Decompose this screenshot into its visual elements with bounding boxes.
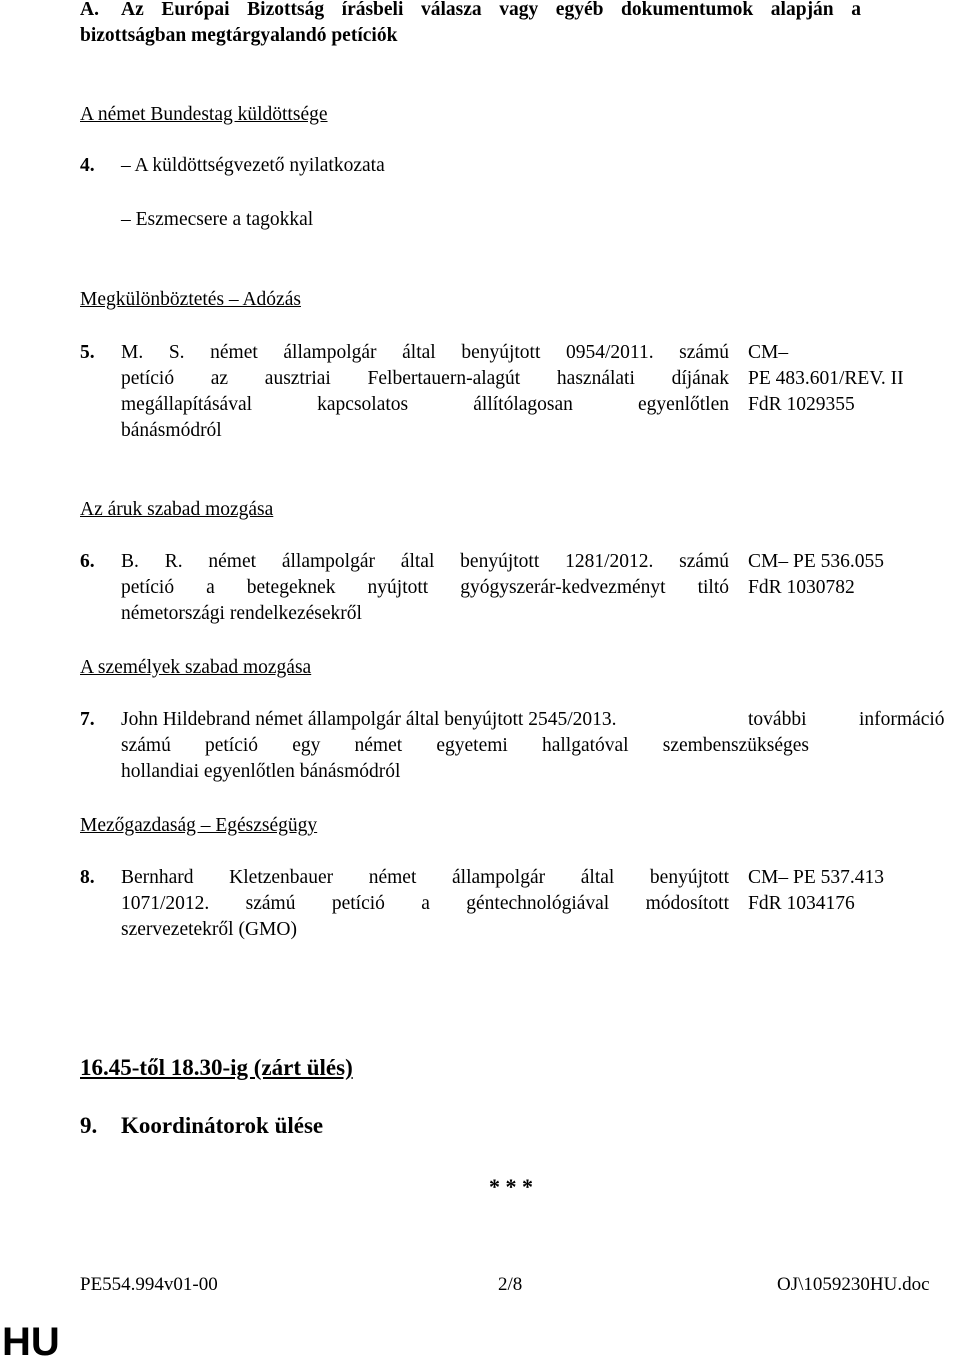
petition-line: szervezetekről (GMO) xyxy=(121,919,297,940)
petition-line: Bernhard Kletzenbauer német állampolgár által benyújtott xyxy=(121,867,729,888)
item-number: 8. xyxy=(80,867,95,888)
topic-heading: Az áruk szabad mozgása xyxy=(80,499,274,520)
petition-line: hollandiai egyenlőtlen bánásmódról xyxy=(121,761,401,782)
section-number: A. xyxy=(80,0,99,20)
petition-description xyxy=(121,707,731,785)
petition-description xyxy=(121,549,729,627)
language-code: HU xyxy=(2,1320,60,1364)
petition-line: petíció az ausztriai Felbertauern-alagút használati díjának xyxy=(121,368,729,389)
petition-description xyxy=(121,340,729,444)
petition-reference: további xyxy=(748,709,807,730)
topic-heading: Megkülönböztetés – Adózás xyxy=(80,289,301,310)
petition-reference: információ xyxy=(859,709,945,730)
reference-line: CM– PE 536.055 xyxy=(748,551,884,572)
item-number: 6. xyxy=(80,551,95,572)
footer-document-ref: PE554.994v01-00 xyxy=(80,1274,218,1295)
petition-reference: szükséges xyxy=(731,735,809,756)
petition-reference xyxy=(748,549,884,601)
delegation-heading: A német Bundestag küldöttsége xyxy=(80,104,328,125)
petition-line: M. S. német állampolgár által benyújtott 0954/2011. számú xyxy=(121,342,729,363)
petition-line: petíció a betegeknek nyújtott gyógyszerár-kedvezményt tiltó xyxy=(121,577,729,598)
section-title-line: bizottságban megtárgyalandó petíciók xyxy=(80,25,398,46)
reference-line: FdR 1030782 xyxy=(748,577,855,598)
petition-line: 1071/2012. számú petíció a géntechnológiával módosított xyxy=(121,893,729,914)
section-title-line: Az Európai Bizottság írásbeli válasza vagy egyéb dokumentumok alapján a xyxy=(121,0,861,20)
item-number: 7. xyxy=(80,709,95,730)
petition-description xyxy=(121,865,729,943)
petition-line: B. R. német állampolgár által benyújtott 1281/2012. számú xyxy=(121,551,729,572)
topic-heading: Mezőgazdaság – Egészségügy xyxy=(80,815,318,836)
petition-line: számú petíció egy német egyetemi hallgatóval szemben xyxy=(121,735,731,756)
coordinators-meeting-heading: Koordinátorok ülése xyxy=(121,1113,324,1138)
petition-line: megállapításával kapcsolatos állítólagosan egyenlőtlen xyxy=(121,394,729,415)
item-text: – A küldöttségvezető nyilatkozata xyxy=(121,155,385,176)
petition-reference xyxy=(748,340,904,418)
reference-line: CM– xyxy=(748,342,789,363)
reference-line: PE 483.601/REV. II xyxy=(748,368,904,389)
petition-reference xyxy=(748,865,884,917)
section-separator: * * * xyxy=(489,1174,533,1199)
item-number: 9. xyxy=(80,1113,98,1138)
reference-line: CM– PE 537.413 xyxy=(748,867,884,888)
footer-page-number: 2/8 xyxy=(498,1274,523,1295)
section-title xyxy=(121,0,861,23)
item-number: 5. xyxy=(80,342,95,363)
session-time-heading: 16.45-től 18.30-ig (zárt ülés) xyxy=(80,1055,353,1080)
petition-line: németországi rendelkezésekről xyxy=(121,603,362,624)
petition-line: bánásmódról xyxy=(121,420,222,441)
reference-line: FdR 1034176 xyxy=(748,893,855,914)
item-text: – Eszmecsere a tagokkal xyxy=(121,209,314,230)
footer-file-name: OJ\1059230HU.doc xyxy=(777,1274,930,1295)
topic-heading: A személyek szabad mozgása xyxy=(80,657,312,678)
reference-line: FdR 1029355 xyxy=(748,394,855,415)
item-number: 4. xyxy=(80,155,95,176)
petition-line: John Hildebrand német állampolgár által benyújtott 2545/2013. xyxy=(121,709,617,730)
